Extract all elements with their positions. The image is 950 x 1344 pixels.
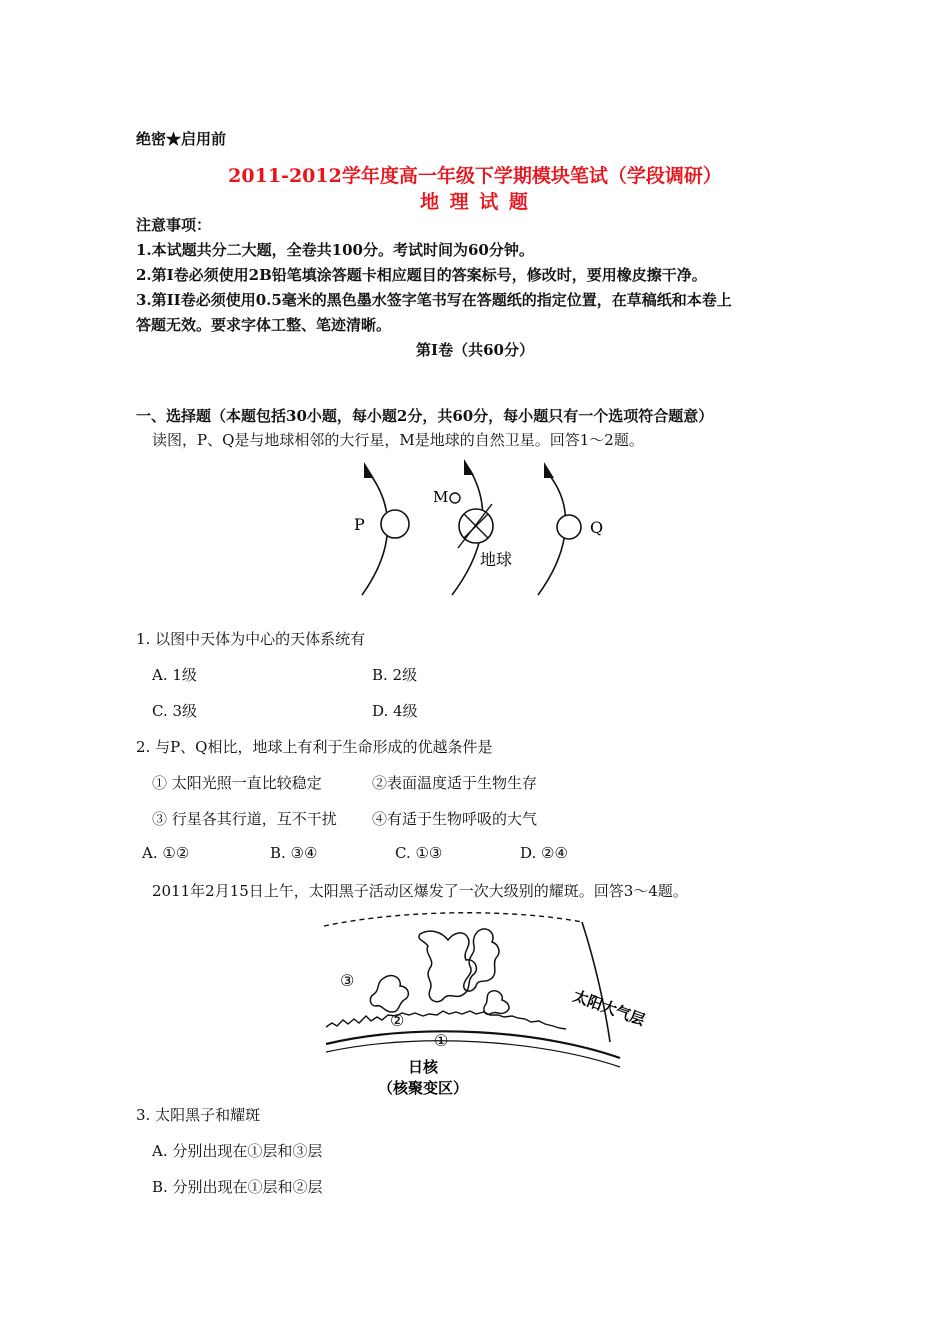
note-item-3: 3.第II卷必须使用0.5毫米的黑色墨水签字笔书写在答题纸的指定位置，在草稿纸和本卷上	[136, 291, 732, 309]
q2-cond-3: ③ 行星各其行道，互不干扰	[152, 810, 337, 828]
flare-shape-3	[370, 976, 408, 1012]
planet-p	[381, 510, 409, 538]
flare-shape-4	[484, 991, 509, 1015]
intro-1: 读图，P、Q是与地球相邻的大行星，M是地球的自然卫星。回答1～2题。	[152, 431, 644, 449]
q2-option-a: A. ①②	[142, 844, 190, 862]
label-m: M	[433, 488, 449, 506]
q2-stem: 2. 与P、Q相比，地球上有利于生命形成的优越条件是	[136, 738, 493, 756]
arrow-earth	[464, 459, 474, 475]
label-q: Q	[590, 518, 604, 537]
note-item-1: 1.本试题共分二大题，全卷共100分。考试时间为60分钟。	[136, 241, 534, 259]
q2-cond-1: ① 太阳光照一直比较稳定	[152, 774, 322, 792]
exam-title: 2011-2012学年度高一年级下学期模块笔试（学段调研）	[228, 165, 722, 187]
part1-title: 第I卷（共60分）	[416, 341, 534, 359]
intro-2: 2011年2月15日上午，太阳黑子活动区爆发了一次大级别的耀斑。回答3～4题。	[152, 882, 688, 900]
arrow-q	[544, 462, 554, 478]
section1-heading: 一、选择题（本题包括30小题，每小题2分，共60分，每小题只有一个选项符合题意）	[136, 407, 714, 425]
label-earth: 地球	[480, 550, 513, 569]
q3-stem: 3. 太阳黑子和耀斑	[136, 1106, 261, 1124]
q1-option-d: D. 4级	[372, 702, 418, 720]
arrow-p	[364, 462, 374, 478]
confidential-mark: 绝密★启用前	[136, 130, 227, 148]
orbit-p	[362, 474, 388, 595]
note-item-2: 2.第I卷必须使用2B铅笔填涂答题卡相应题目的答案标号，修改时，要用橡皮擦干净。	[136, 266, 707, 284]
q1-stem: 1. 以图中天体为中心的天体系统有	[136, 630, 366, 648]
planet-figure	[340, 458, 630, 603]
label-p: P	[354, 515, 365, 534]
q3-option-a: A. 分别出现在①层和③层	[152, 1142, 323, 1160]
label-fusion-zone: （核聚变区）	[378, 1079, 469, 1097]
q2-option-b: B. ③④	[270, 844, 318, 862]
label-layer-1: ①	[434, 1031, 449, 1050]
label-layer-2: ②	[390, 1011, 405, 1030]
planet-q	[557, 515, 581, 539]
notes-heading: 注意事项：	[136, 216, 212, 234]
label-core: 日核	[408, 1058, 439, 1076]
q2-cond-4: ④有适于生物呼吸的大气	[372, 810, 538, 828]
chromosphere-line	[326, 1011, 566, 1029]
q3-option-b: B. 分别出现在①层和②层	[152, 1178, 323, 1196]
atmosphere-boundary	[324, 913, 582, 926]
q1-option-a: A. 1级	[152, 666, 197, 684]
q1-option-b: B. 2级	[372, 666, 418, 684]
label-layer-3: ③	[340, 971, 355, 990]
moon-m	[450, 493, 460, 503]
q2-cond-2: ②表面温度适于生物生存	[372, 774, 538, 792]
q2-option-d: D. ②④	[520, 844, 568, 862]
label-solar-atmosphere: 太阳大气层	[570, 986, 648, 1030]
q1-option-c: C. 3级	[152, 702, 198, 720]
q2-option-c: C. ①③	[395, 844, 443, 862]
exam-subject: 地 理 试 题	[420, 191, 530, 213]
note-item-3-cont: 答题无效。要求字体工整、笔迹清晰。	[136, 316, 392, 334]
solar-figure	[320, 912, 660, 1102]
